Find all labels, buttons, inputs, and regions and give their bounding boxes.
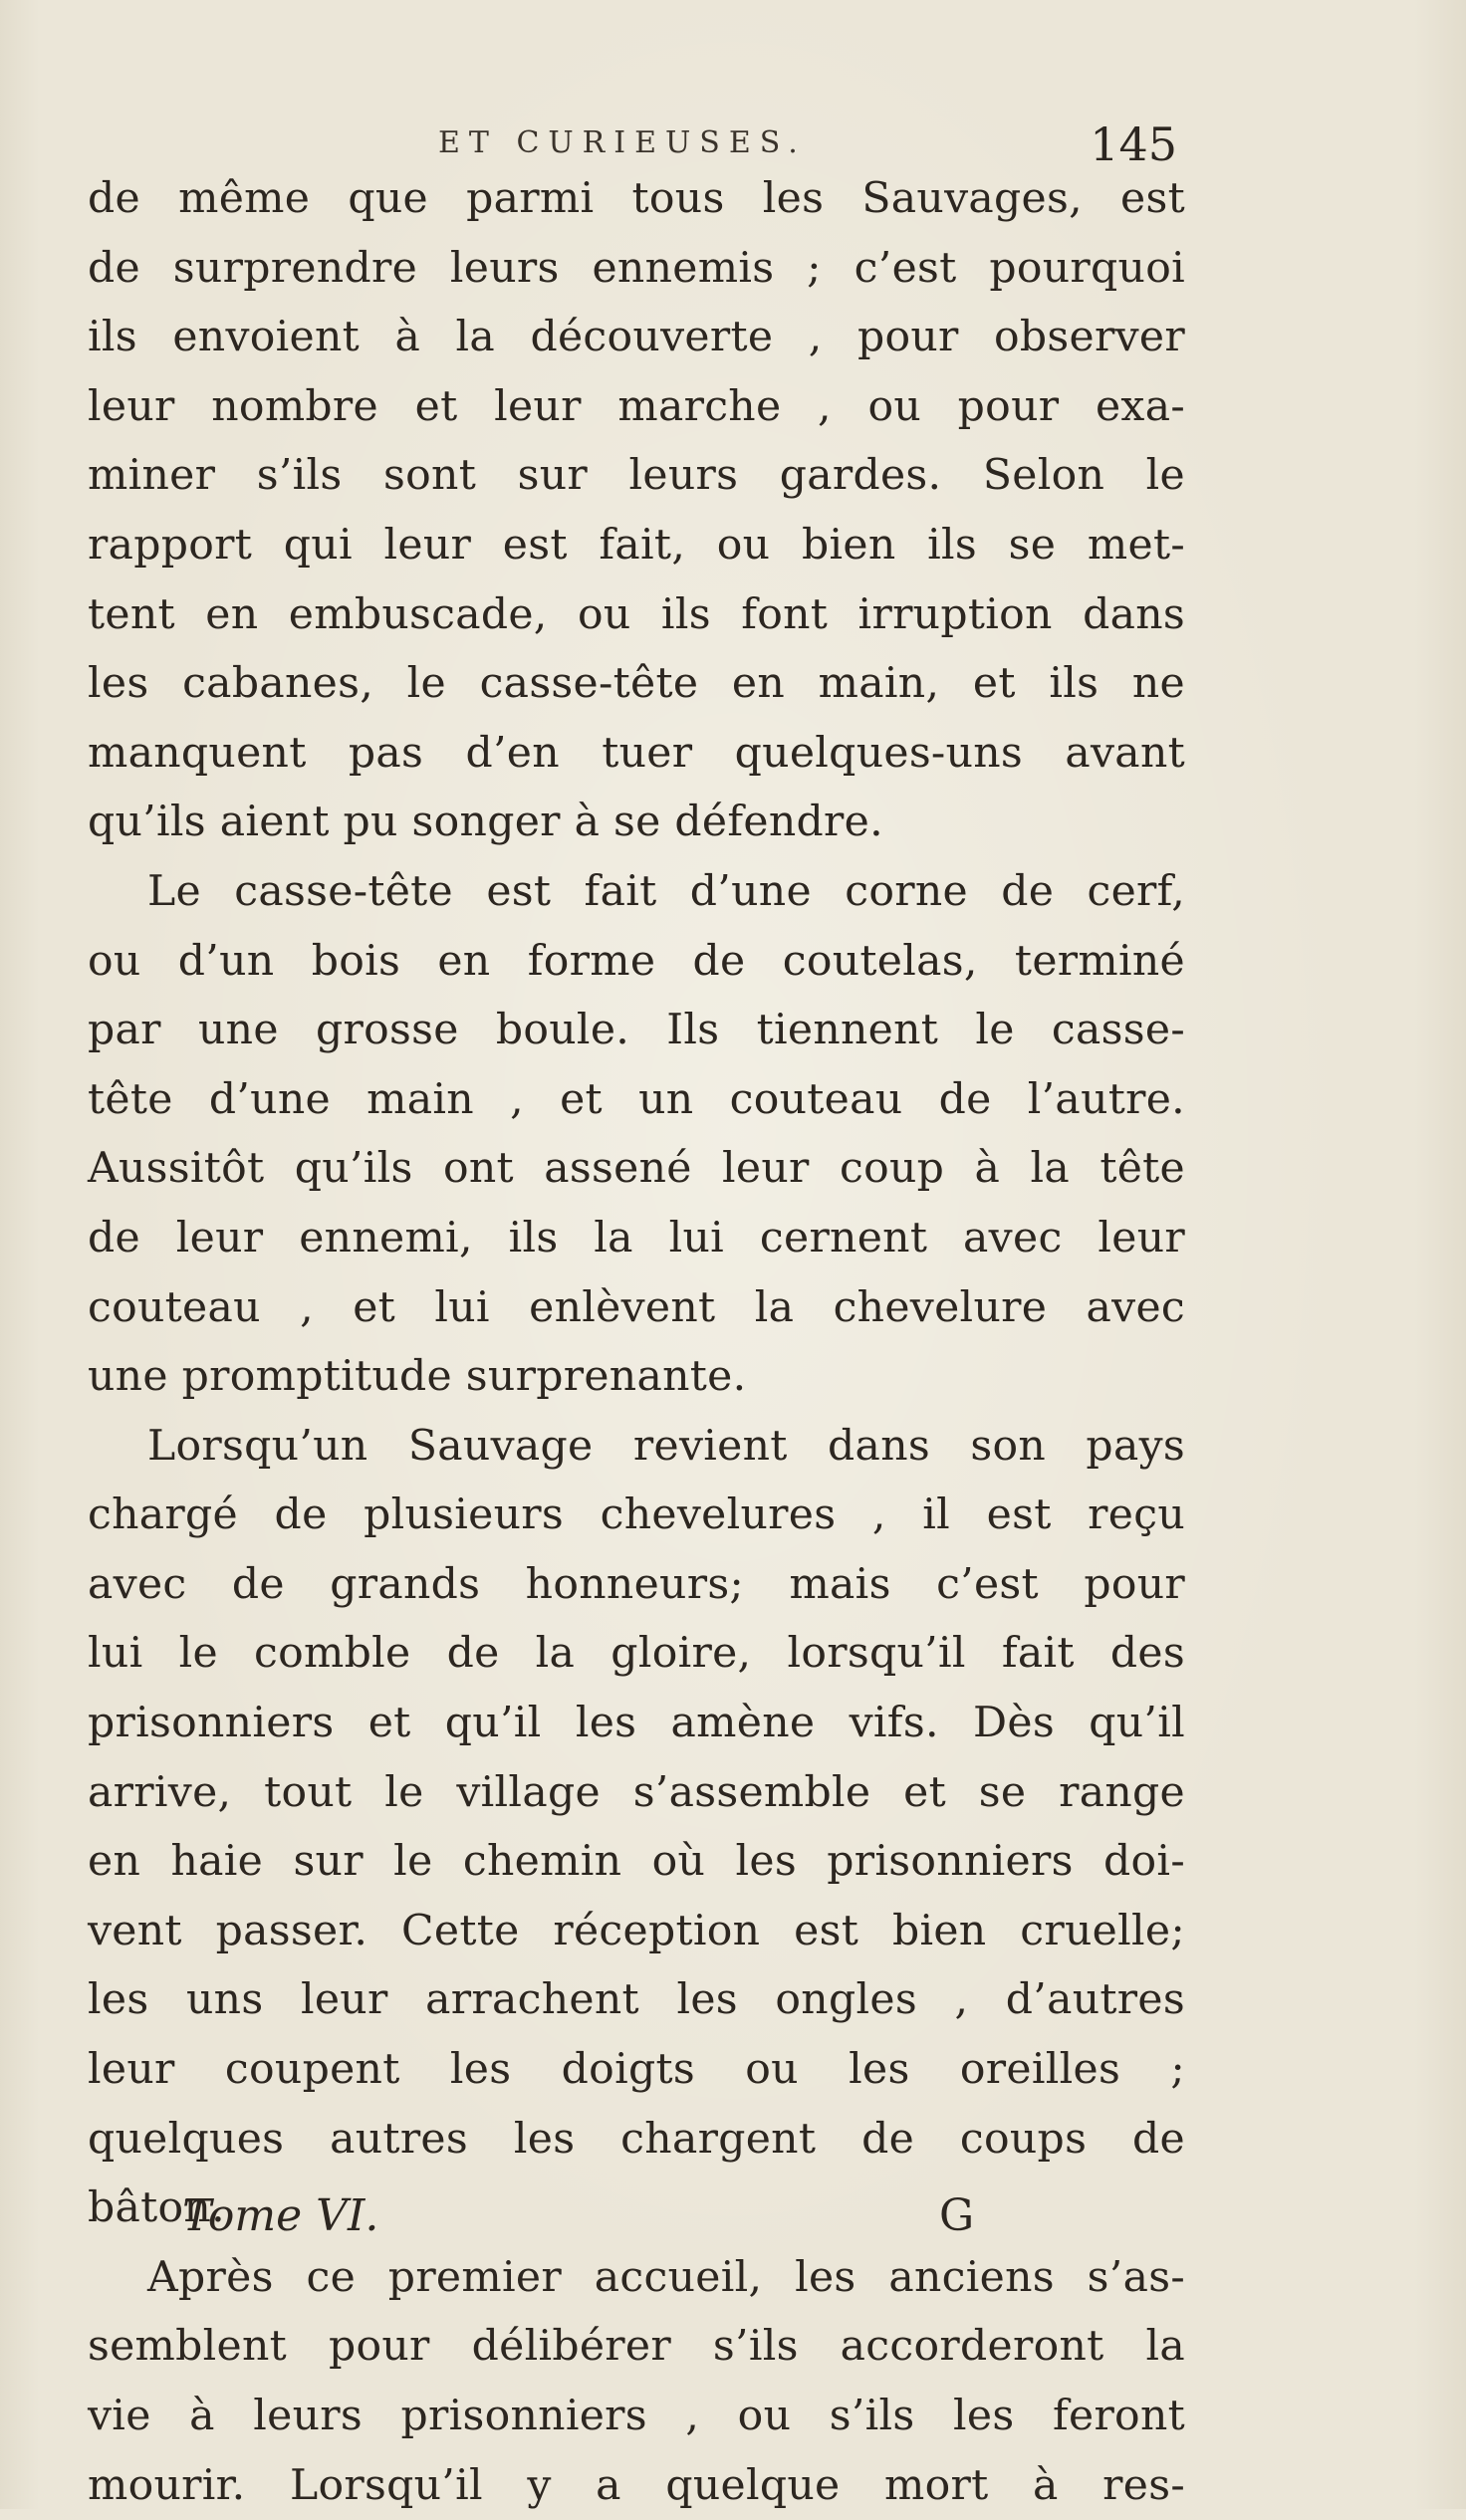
text-line: tent en embuscade, ou ils font irruption dans	[88, 589, 1185, 639]
running-title: ET CURIEUSES.	[438, 125, 807, 160]
text-line: rapport qui leur est fait, ou bien ils se met-	[88, 520, 1185, 570]
text-line: miner s’ils sont sur leurs gardes. Selon le	[88, 451, 1185, 501]
page-footer	[88, 2190, 1185, 2260]
text-line: Après ce premier accueil, les anciens s’as-	[147, 2252, 1185, 2302]
text-line: chargé de plusieurs chevelures , il est reçu	[88, 1490, 1185, 1540]
text-line: par une grosse boule. Ils tiennent le casse-	[88, 1006, 1185, 1055]
text-line: une promptitude surprenante.	[88, 1352, 747, 1402]
text-line: Lorsqu’un Sauvage revient dans son pays	[147, 1421, 1185, 1471]
text-line: ou d’un bois en forme de coutelas, terminé	[88, 936, 1185, 986]
signature-mark: G	[939, 2190, 975, 2241]
text-line: avec de grands honneurs; mais c’est pour	[88, 1559, 1185, 1609]
text-line: vie à leurs prisonniers , ou s’ils les feront	[88, 2392, 1185, 2440]
text-line: ils envoient à la découverte , pour observer	[88, 313, 1185, 362]
text-line: de surprendre leurs ennemis ; c’est pourquoi	[88, 243, 1185, 293]
text-line: leur coupent les doigts ou les oreilles ;	[88, 2045, 1185, 2095]
text-line: qu’ils aient pu songer à se défendre.	[88, 798, 883, 847]
volume-label: Tome VI.	[182, 2190, 379, 2241]
text-line: les cabanes, le casse-tête en main, et ils ne	[88, 659, 1185, 709]
text-line: vent passer. Cette réception est bien cruelle;	[88, 1906, 1185, 1955]
text-line: tête d’une main , et un couteau de l’autre.	[88, 1074, 1185, 1124]
body-text	[88, 164, 1185, 2520]
text-line: arrive, tout le village s’assemble et se range	[88, 1767, 1185, 1817]
text-line: mourir. Lorsqu’il y a quelque mort à res-	[88, 2460, 1185, 2510]
page-number: 145	[1090, 117, 1177, 171]
text-line: quelques autres les chargent de coups de	[88, 2114, 1185, 2164]
text-line: Le casse-tête est fait d’une corne de cerf,	[147, 866, 1185, 916]
text-line: de même que parmi tous les Sauvages, est	[88, 174, 1185, 223]
text-line: les uns leur arrachent les ongles , d’autres	[88, 1975, 1185, 2025]
text-line: bâton.	[88, 2183, 225, 2233]
text-line: de leur ennemi, ils la lui cernent avec leur	[88, 1213, 1185, 1262]
text-line: semblent pour délibérer s’ils accorderont la	[88, 2322, 1185, 2372]
text-line: prisonniers et qu’il les amène vifs. Dès qu’il	[88, 1699, 1185, 1748]
text-line: Aussitôt qu’ils ont assené leur coup à la tête	[88, 1144, 1185, 1194]
text-line: lui le comble de la gloire, lorsqu’il fait des	[88, 1629, 1185, 1679]
text-line: manquent pas d’en tuer quelques-uns avant	[88, 728, 1185, 778]
text-line: leur nombre et leur marche , ou pour exa-	[88, 381, 1185, 431]
text-line: en haie sur le chemin où les prisonniers doi-	[88, 1837, 1185, 1887]
text-line: couteau , et lui enlèvent la chevelure avec	[88, 1282, 1185, 1332]
